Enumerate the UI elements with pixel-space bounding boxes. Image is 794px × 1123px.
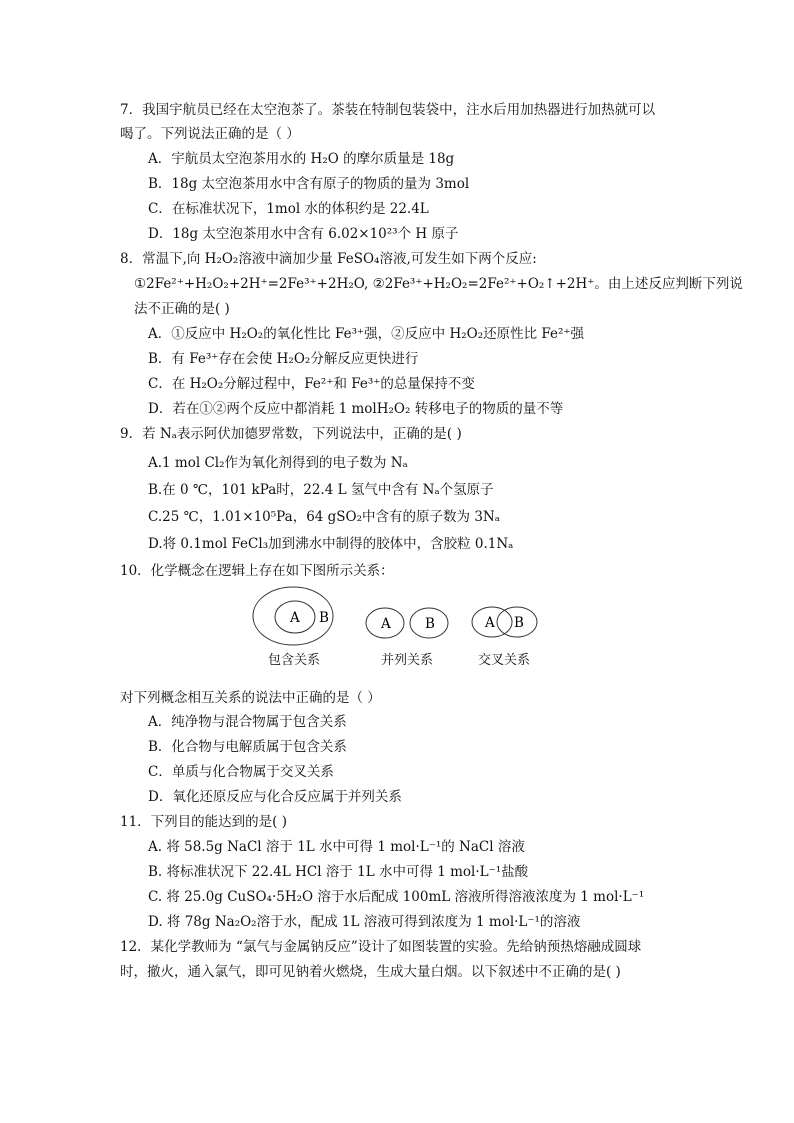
diagram-label-inclusion: 包含关系 bbox=[268, 653, 321, 668]
q9-option-c: C.25 ℃，1.01×10⁵Pa，64 gSO₂中含有的原子数为 3Nₐ bbox=[148, 509, 500, 525]
q7-option-d: D．18g 太空泡茶用水中含有 6.02×10²³个 H 原子 bbox=[148, 226, 459, 242]
q8-stem-line2: ①2Fe²⁺+H₂O₂+2H⁺=2Fe³⁺+2H₂O, ②2Fe³⁺+H₂O₂=2Fe²⁺+O₂↑+2H⁺。由上述反应判断下列说 bbox=[134, 276, 743, 292]
q9-option-d: D.将 0.1mol FeCl₃加到沸水中制得的胶体中，含胶粒 0.1Nₐ bbox=[148, 536, 514, 552]
q7-stem-line2: 喝了。下列说法正确的是（ ） bbox=[120, 126, 300, 142]
cross-letter-a: A bbox=[485, 615, 495, 631]
q8-option-c: C．在 H₂O₂分解过程中，Fe²⁺和 Fe³⁺的总量保持不变 bbox=[148, 376, 475, 392]
q8-stem-line1: 8．常温下,向 H₂O₂溶液中滴加少量 FeSO₄溶液,可发生如下两个反应: bbox=[120, 251, 537, 267]
diagram-label-parallel: 并列关系 bbox=[381, 653, 434, 668]
q11-option-d: D. 将 78g Na₂O₂溶于水，配成 1L 溶液可得到浓度为 1 mol·L⁻¹的溶液 bbox=[148, 914, 581, 930]
cross-letter-b: B bbox=[514, 615, 524, 631]
q11-option-a: A. 将 58.5g NaCl 溶于 1L 水中可得 1 mol·L⁻¹的 NaCl 溶液 bbox=[148, 839, 525, 855]
inclusion-letter-a: A bbox=[290, 610, 300, 626]
q8-option-d: D．若在①②两个反应中都消耗 1 molH₂O₂ 转移电子的物质的量不等 bbox=[148, 401, 564, 417]
q10-stem: 10．化学概念在逻辑上存在如下图所示关系： bbox=[120, 563, 394, 579]
inclusion-letter-b: B bbox=[319, 610, 329, 626]
q11-stem: 11．下列目的能达到的是( ) bbox=[120, 814, 288, 830]
q10-question: 对下列概念相互关系的说法中正确的是（ ） bbox=[120, 690, 381, 706]
q7-stem-line1: 7．我国宇航员已经在太空泡茶了。茶装在特制包装袋中，注水后用加热器进行加热就可以 bbox=[120, 102, 656, 118]
q11-option-c: C. 将 25.0g CuSO₄·5H₂O 溶于水后配成 100mL 溶液所得溶液浓度为 1 mol·L⁻¹ bbox=[148, 889, 645, 905]
q9-option-b: B.在 0 ℃，101 kPa时，22.4 L 氢气中含有 Nₐ个氢原子 bbox=[148, 482, 494, 498]
q11-option-b: B. 将标准状况下 22.4L HCl 溶于 1L 水中可得 1 mol·L⁻¹盐酸 bbox=[148, 864, 529, 880]
q10-option-a: A．纯净物与混合物属于包含关系 bbox=[148, 714, 347, 730]
q7-option-a: A．宇航员太空泡茶用水的 H₂O 的摩尔质量是 18g bbox=[148, 151, 455, 167]
parallel-letter-a: A bbox=[381, 616, 391, 632]
q7-option-c: C．在标准状况下，1mol 水的体积约是 22.4L bbox=[148, 201, 429, 217]
diagram-label-cross: 交叉关系 bbox=[478, 653, 531, 668]
q12-stem-line1: 12．某化学教师为 “氯气与金属钠反应”设计了如图装置的实验。先给钠预热熔融成圆球 bbox=[120, 939, 642, 955]
q8-option-a: A．①反应中 H₂O₂的氧化性比 Fe³⁺强，②反应中 H₂O₂还原性比 Fe²⁺强 bbox=[148, 326, 585, 342]
q10-option-d: D．氧化还原反应与化合反应属于并列关系 bbox=[148, 789, 402, 805]
q8-stem-line3: 法不正确的是( ) bbox=[134, 301, 230, 317]
q7-option-b: B．18g 太空泡茶用水中含有原子的物质的量为 3mol bbox=[148, 176, 470, 192]
q12-stem-line2: 时，撤火，通入氯气，即可见钠着火燃烧，生成大量白烟。以下叙述中不正确的是( ) bbox=[120, 964, 621, 980]
q10-option-b: B．化合物与电解质属于包含关系 bbox=[148, 739, 347, 755]
q8-option-b: B．有 Fe³⁺存在会使 H₂O₂分解反应更快进行 bbox=[148, 351, 419, 367]
q9-option-a: A.1 mol Cl₂作为氧化剂得到的电子数为 Nₐ bbox=[148, 455, 408, 471]
q9-stem: 9．若 Nₐ表示阿伏加德罗常数，下列说法中，正确的是( ) bbox=[120, 426, 462, 442]
q10-option-c: C．单质与化合物属于交叉关系 bbox=[148, 764, 334, 780]
parallel-letter-b: B bbox=[425, 616, 435, 632]
